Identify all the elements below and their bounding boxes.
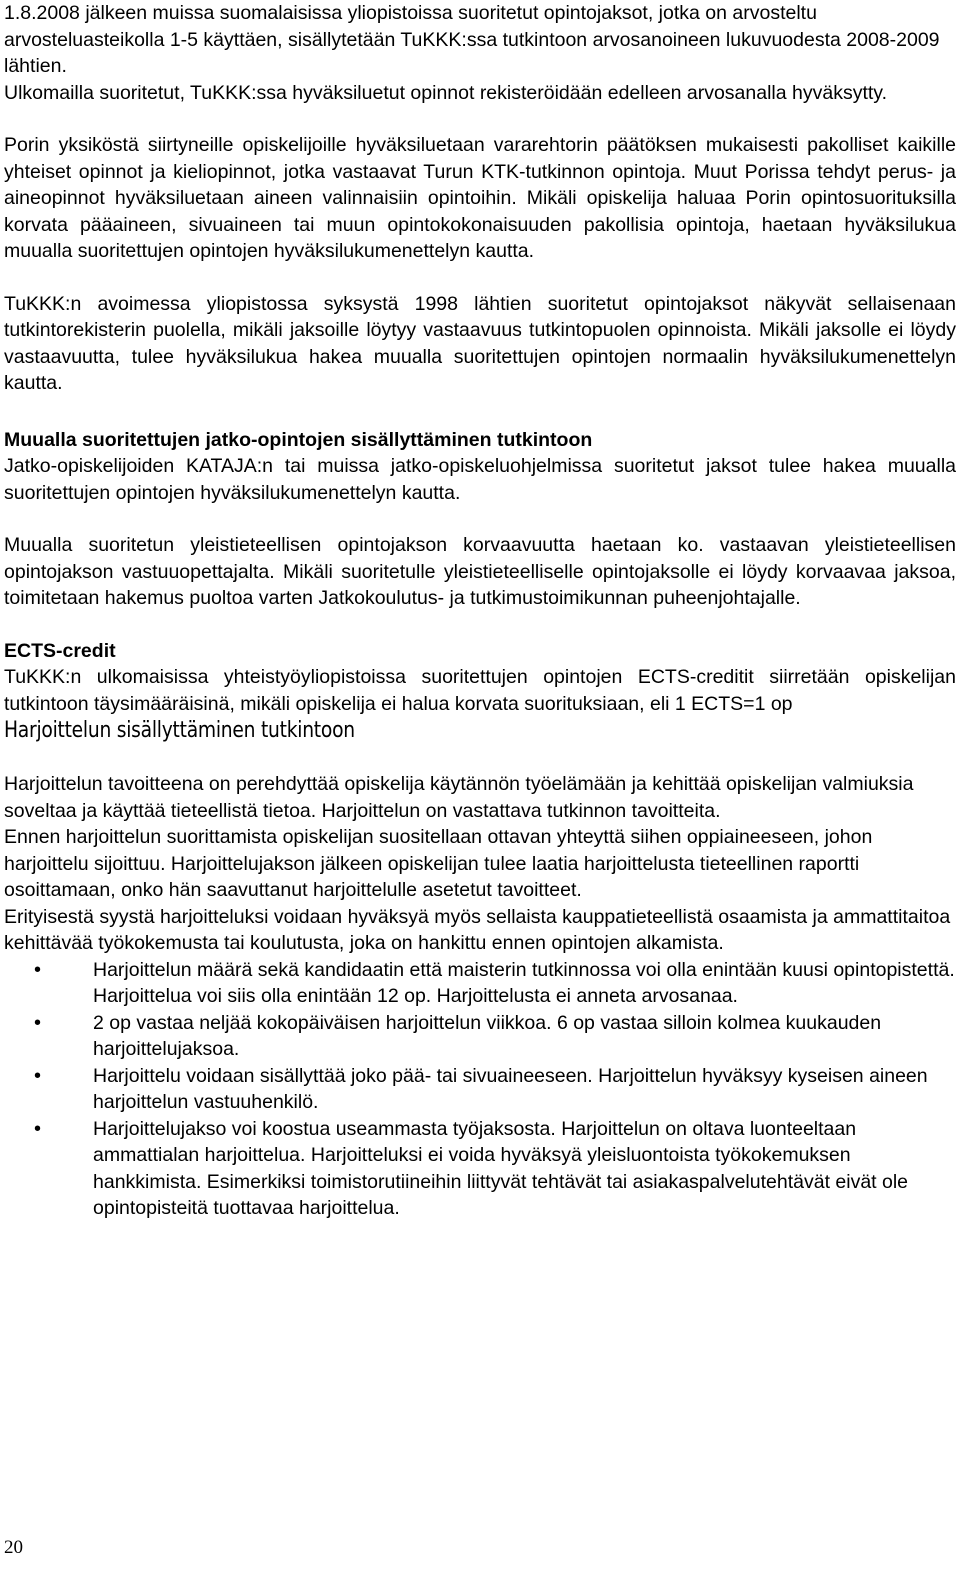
internship-paragraph-1: Harjoittelun tavoitteena on perehdyttää opiskelija käytännön työelämään ja kehittää opiskelijan valmiuksia soveltaa ja käyttää tieteellistä tietoa. Harjoittelun on vastattava tutkinnon tavoitteita. [4,773,914,822]
postgraduate-paragraph-1: Jatko-opiskelijoiden KATAJA:n tai muissa jatko-opiskeluohjelmissa suoritetut jaksot tulee hakea muualla suoritettujen opintojen hyväksilukumenettelyn kautta. [4,455,956,504]
internship-paragraph-2: Ennen harjoittelun suorittamista opiskelijan suositellaan ottavan yhteyttä siihen oppiaineeseen, johon harjoittelu sijoittuu. Harjoittelujakson jälkeen opiskelijan tulee laatia harjoittelusta tieteellinen raportti osoittamaan, onko hän saavuttanut harjoittelulle asetetut tavoitteet. [4,826,873,901]
postgraduate-heading: Muualla suoritettujen jatko-opintojen sisällyttäminen tutkintoon [4,428,593,451]
intro-paragraph-1: 1.8.2008 jälkeen muissa suomalaisissa yliopistoissa suoritetut opintojaksot, jotka on arvosteltu arvosteluasteikolla 1-5 käyttäen, sisällytetään TuKKK:ssa tutkintoon arvosanoineen lukuvuodesta 2008-2009 lähtien. [4,2,940,77]
open-university-paragraph: TuKKK:n avoimessa yliopistossa syksystä 1998 lähtien suoritetut opintojaksot näkyvät sellaisenaan tutkintorekisterin puolella, mikäli jaksoille löytyy vastaavuus tutkintopuolen opinnoista. Mikäli jaksolle ei löydy vastaavuutta, tulee hyväksilukua hakea muualla suoritettujen opintojen normaalin hyväksilukumenettelyn kautta. [4,292,956,394]
ects-paragraph: TuKKK:n ulkomaisissa yhteistyöyliopistoissa suoritettujen opintojen ECTS-creditit siirretään opiskelijan tutkintoon täysimääräisinä, mikäli opiskelija ei halua korvata suorituksiaan, eli 1 ECTS=1 op [4,666,956,715]
pori-paragraph: Porin yksiköstä siirtyneille opiskelijoille hyväksiluetaan vararehtorin päätöksen mukaisesti pakolliset kaikille yhteiset opinnot ja kieliopinnot, jotka vastaavat Turun KTK-tutkinnon opintoja. Muut Porissa tehdyt perus- ja aineopinnot hyväksiluetaan aineen valinnaisiin opintoihin. Mikäli opiskelija haluaa Porin opintosuorituksilla korvata pääaineen, sivuaineen tai muun opintokokonaisuuden pakollisia opintoja, haetaan hyväksilukua muualla suoritettujen opintojen hyväksilukumenettelyn kautta. [4,134,956,262]
ects-heading: ECTS-credit [4,639,116,662]
internship-heading: Harjoittelun sisällyttäminen tutkintoon [4,718,355,743]
page-number: 20 [4,1537,23,1558]
internship-body [4,771,956,957]
intro-paragraph-2: Ulkomailla suoritetut, TuKKK:ssa hyväksiluetut opinnot rekisteröidään edelleen arvosanalla hyväksytty. [4,81,888,104]
internship-paragraph-3: Erityisestä syystä harjoitteluksi voidaan hyväksyä myös sellaista kauppatieteellistä osaamista ja ammattitaitoa kehittävää työkokemusta tai koulutusta, joka on hankittu ennen opintojen alkamista. [4,905,951,954]
list-item: • Harjoittelu voidaan sisällyttää joko pää- tai sivuaineeseen. Harjoittelun hyväksyy kyseisen aineen harjoittelun vastuuhenkilö. [4,1063,956,1116]
list-item: • Harjoittelujakso voi koostua useammasta työjaksosta. Harjoittelun on oltava luonteeltaan ammattialan harjoittelua. Harjoitteluksi ei voida hyväksyä yleisluontoista työkokemuksen hankkimista. Esimerkiksi toimistorutiineihin liittyvät tehtävät tai asiakaspalvelutehtävät eivät ole opintopisteitä tuottavaa harjoittelua. [4,1116,956,1222]
list-item: • Harjoittelun määrä sekä kandidaatin että maisterin tutkinnossa voi olla enintään kuusi opintopistettä. Harjoittelua voi siis olla enintään 12 op. Harjoittelusta ei anneta arvosanaa. [4,957,956,1010]
document-page [4,0,956,1222]
list-item: • 2 op vastaa neljää kokopäiväisen harjoittelun viikkoa. 6 op vastaa silloin kolmea kuukauden harjoittelujaksoa. [4,1010,956,1063]
internship-bullet-list [4,957,956,1222]
postgraduate-paragraph-2: Muualla suoritetun yleistieteellisen opintojakson korvaavuutta haetaan ko. vastaavan yleistieteellisen opintojakson vastuuopettajalta. Mikäli suoritetulle yleistieteelliselle opintojaksolle ei löydy korvaavaa jaksoa, toimitetaan hakemus puoltoa varten Jatkokoulutus- ja tutkimustoimikunnan puheenjohtajalle. [4,534,956,609]
